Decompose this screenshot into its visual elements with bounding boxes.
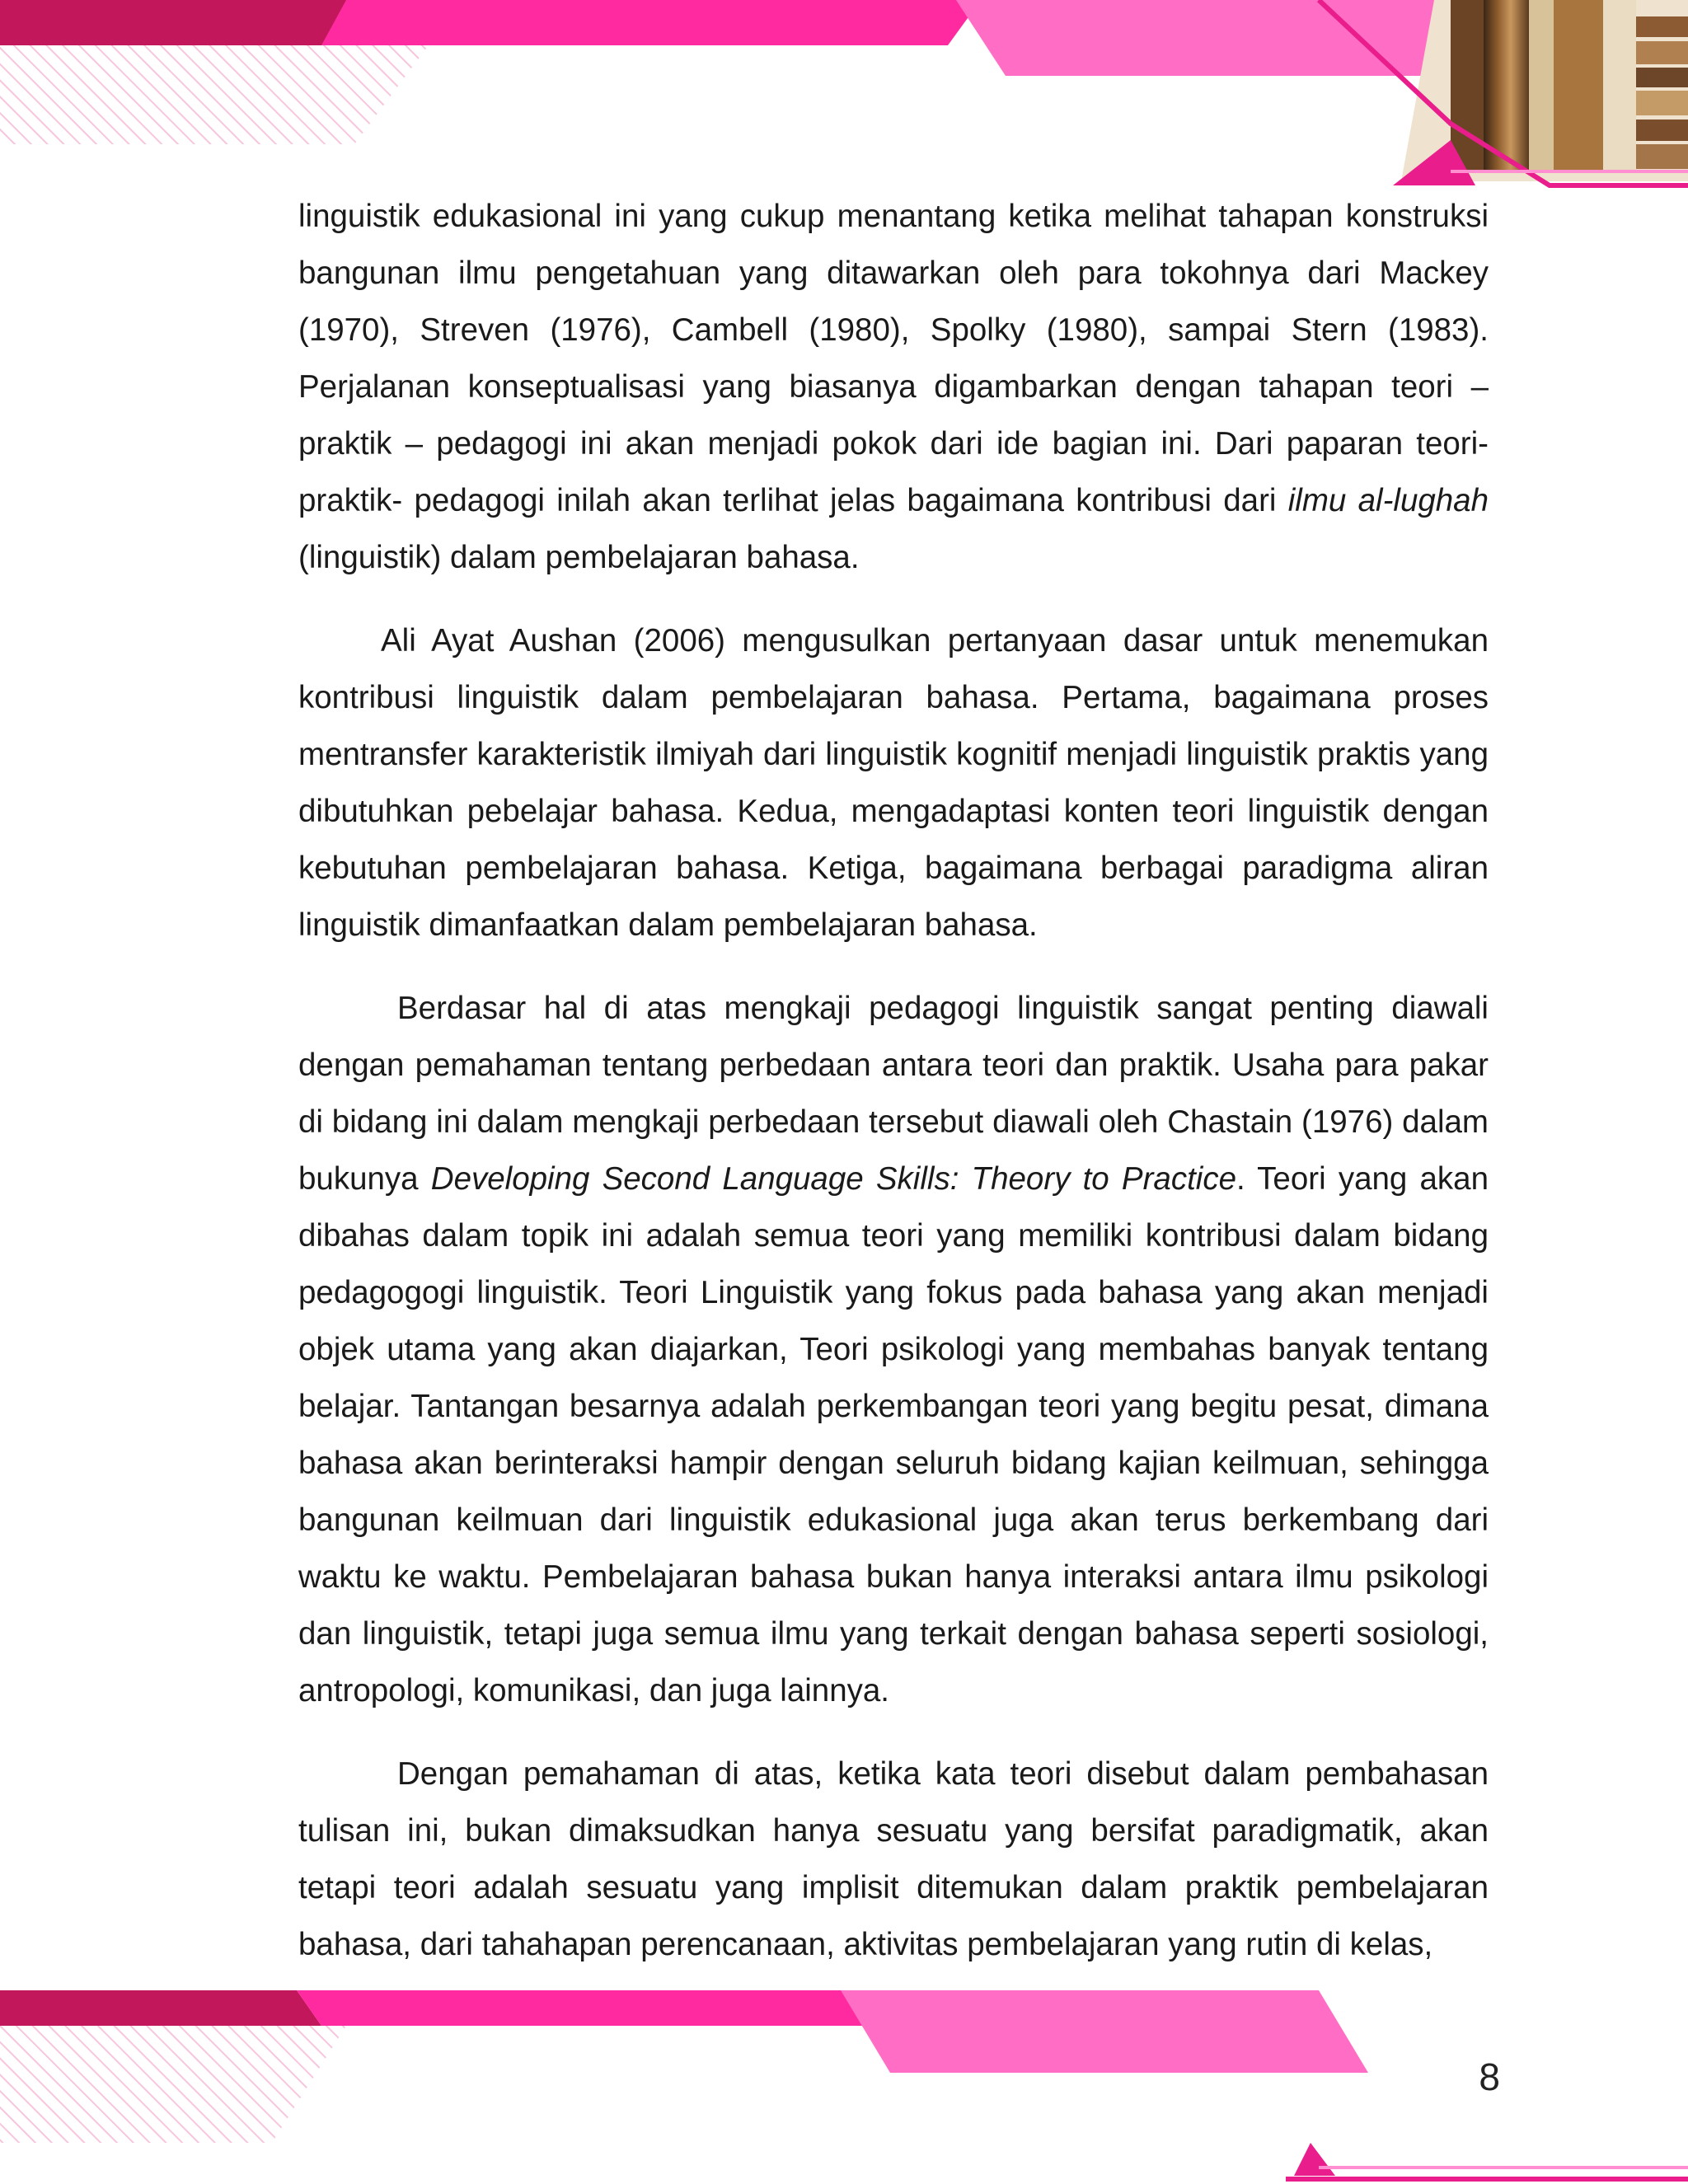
paragraph-3: [298, 980, 1489, 1719]
header-corner-triangle: [1393, 140, 1475, 185]
footer-corner-triangle: [1294, 2143, 1335, 2176]
body-text: [298, 188, 1489, 1999]
header-bar-dark: [0, 0, 387, 45]
paragraph-3-text-b: . Teori yang akan dibahas dalam topik ini adalah semua teori yang memiliki kontribusi dalam bidang pedagogogi linguistik. Teori Linguistik yang fokus pada bahasa yang akan menjadi objek utama yang akan diajarkan, Teori psikologi yang membahas banyak tentang belajar. Tantangan besarnya adalah perkembangan teori yang begitu pesat, dimana bahasa akan berinteraksi hampir dengan seluruh bidang kajian keilmuan, sehingga bangunan keilmuan dari linguistik edukasional juga akan terus berkembang dari waktu ke waktu. Pembelajaran bahasa bukan hanya interaksi antara ilmu psikologi dan linguistik, tetapi juga semua ilmu yang terkait dengan bahasa seperti sosiologi, antropologi, komunikasi, dan juga lainnya.: [298, 1161, 1489, 1708]
header-bar-pink: [956, 0, 1533, 76]
paragraph-3-text-a: Berdasar hal di atas mengkaji pedagogi linguistik sangat penting diawali dengan pemahaman tentang perbedaan antara teori dan praktik. Usaha para pakar di bidang ini dalam mengkaji perbedaan tersebut diawali oleh Chastain (1976) dalam bukunya: [298, 991, 1489, 1197]
footer-bar-dark: [0, 1990, 321, 2026]
paragraph-2: [298, 612, 1489, 954]
books-image: [1401, 0, 1688, 181]
footer-hatch: [0, 2026, 346, 2143]
header-bar-magenta: [321, 0, 981, 45]
footer-bar-pink: [841, 1990, 1368, 2073]
page-number: 8: [1479, 2055, 1500, 2098]
paragraph-3-book-title: Developing Second Language Skills: Theory to Practice: [430, 1161, 1236, 1197]
header-decoration: [0, 0, 1688, 198]
paragraph-4: [298, 1746, 1489, 1973]
paragraph-1-italic-term: ilmu al-lughah: [1287, 483, 1489, 518]
footer-decoration: [0, 1978, 1688, 2184]
header-hatch: [0, 45, 429, 144]
paragraph-4-text: Dengan pemahaman di atas, ketika kata teori disebut dalam pembahasan tulisan ini, bukan dimaksudkan hanya sesuatu yang bersifat paradigmatik, akan tetapi teori adalah sesuatu yang implisit ditemukan dalam praktik pembelajaran bahasa, dari tahahapan perencanaan, aktivitas pembelajaran yang rutin di kelas,: [298, 1756, 1489, 1962]
paragraph-1-text-b: (linguistik) dalam pembelajaran bahasa.: [298, 540, 860, 575]
paragraph-1: [298, 188, 1489, 586]
header-frame-line: [1319, 0, 1688, 185]
paragraph-2-text: Ali Ayat Aushan (2006) mengusulkan pertanyaan dasar untuk menemukan kontribusi linguistik dalam pembelajaran bahasa. Pertama, bagaimana proses mentransfer karakteristik ilmiyah dari linguistik kognitif menjadi linguistik praktis yang dibutuhkan pebelajar bahasa. Kedua, mengadaptasi konten teori linguistik dengan kebutuhan pembelajaran bahasa. Ketiga, bagaimana berbagai paradigma aliran linguistik dimanfaatkan dalam pembelajaran bahasa.: [298, 623, 1489, 943]
paragraph-1-text-a: linguistik edukasional ini yang cukup menantang ketika melihat tahapan konstruksi bangunan ilmu pengetahuan yang ditawarkan oleh para tokohnya dari Mackey (1970), Streven (1976), Cambell (1980), Spolky (1980), sampai Stern (1983). Perjalanan konseptualisasi yang biasanya digambarkan dengan tahapan teori – praktik – pedagogi ini akan menjadi pokok dari ide bagian ini. Dari paparan teori-praktik- pedagogi inilah akan terlihat jelas bagaimana kontribusi dari: [298, 199, 1489, 518]
